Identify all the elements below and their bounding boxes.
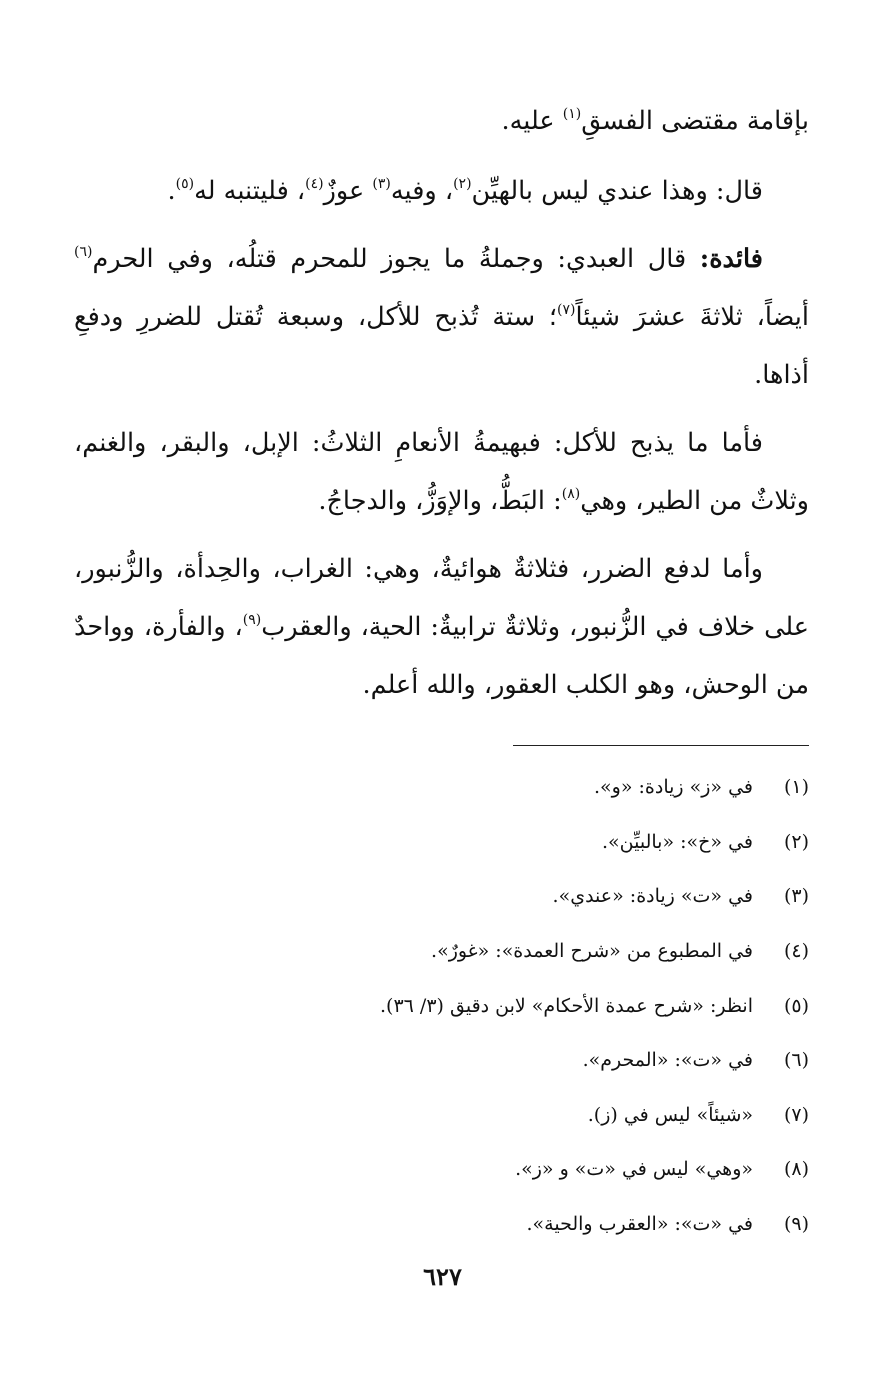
footnote-text: في «خ»: «بالبيِّن».	[602, 830, 753, 853]
footnote-text: «شيئاً» ليس في (ز).	[587, 1103, 753, 1126]
footnote-number: (٥)	[783, 994, 809, 1017]
text-run: بإقامة مقتضى الفسقِ	[581, 106, 809, 136]
footnote-item	[74, 1197, 809, 1252]
footnote-marker-9: (٩)	[242, 612, 262, 628]
footnote-separator	[513, 745, 809, 746]
paragraph-1	[74, 92, 809, 150]
footnote-number: (٤)	[783, 940, 809, 963]
footnote-number: (٧)	[783, 1103, 809, 1126]
text-run: : البَطُّ، والإوَزُّ، والدجاجُ.	[318, 486, 562, 516]
text-run: عليه.	[501, 106, 563, 136]
footnote-marker-4: (٤)	[305, 176, 324, 192]
footnote-number: (٩)	[783, 1213, 809, 1236]
heading-fa-ida: فائدة:	[699, 244, 763, 274]
footnote-text: «وهي» ليس في «ت» و «ز».	[515, 1158, 753, 1181]
text-run: قال: وهذا عندي ليس بالهيِّن	[471, 176, 763, 206]
footnote-number: (١)	[783, 776, 809, 799]
footnote-number: (٣)	[783, 885, 809, 908]
text-run: أيضاً، ثلاثةَ عشرَ شيئاً	[575, 302, 809, 332]
footnote-marker-6: (٦)	[74, 244, 93, 260]
text-run: قال العبدي: وجملةُ ما يجوز للمحرم قتلُه، وفي الحرم	[92, 244, 700, 274]
footnote-marker-1: (١)	[562, 106, 582, 122]
footnote-item	[74, 1142, 809, 1197]
footnote-number: (٦)	[783, 1049, 809, 1072]
footnote-text: في «ت»: «العقرب والحية».	[526, 1213, 753, 1236]
footnote-marker-2: (٢)	[453, 176, 472, 192]
text-run: ، وفيه	[390, 176, 454, 206]
paragraph-2	[74, 162, 809, 220]
text-run: ؛ ستة تُذبح للأكل، وسبعة تُقتل للضررِ ودفعِ أذاها.	[74, 302, 809, 390]
footnote-item	[74, 978, 809, 1033]
footnote-item	[74, 1033, 809, 1088]
footnote-item	[74, 760, 809, 815]
footnotes	[74, 760, 809, 1251]
footnote-text: في «ز» زيادة: «و».	[594, 776, 753, 799]
footnote-item	[74, 815, 809, 870]
paragraph-4	[74, 414, 809, 530]
footnote-item	[74, 1088, 809, 1143]
footnote-number: (٢)	[783, 830, 809, 853]
text-run: ، فليتنبه له	[194, 176, 306, 206]
footnote-text: في المطبوع من «شرح العمدة»: «غورٌ».	[431, 940, 753, 963]
footnote-text: انظر: «شرح عمدة الأحكام» لابن دقيق (٣/ ٣٦).	[379, 994, 753, 1017]
text-run: فأما ما يذبح للأكل: فبهيمةُ الأنعامِ الثلاثُ: الإبل، والبقر، والغنم، وثلاثٌ من الطير، وهي	[74, 428, 809, 516]
paragraph-3	[74, 230, 809, 404]
main-text	[74, 92, 809, 724]
footnote-marker-3: (٣)	[372, 176, 391, 192]
footnote-marker-8: (٨)	[561, 486, 581, 502]
footnote-marker-5: (٥)	[175, 176, 195, 192]
footnote-item	[74, 924, 809, 979]
text-run: وأما لدفع الضرر، فثلاثةٌ هوائيةٌ، وهي: الغراب، والحِدأة، والزُّنبور، على خلاف في الزُّنبور، وثلاثةٌ ترابيةٌ: الحية، والعقرب	[74, 554, 810, 642]
footnote-text: في «ت»: «المحرم».	[582, 1049, 753, 1072]
text-run: ، والفأرة، وواحدٌ من الوحش، وهو الكلب العقور، والله أعلم.	[74, 612, 809, 700]
paragraph-5	[74, 540, 809, 714]
text-run: .	[167, 176, 176, 206]
footnote-marker-7: (٧)	[557, 302, 576, 318]
footnote-item	[74, 869, 809, 924]
footnote-text: في «ت» زيادة: «عندي».	[552, 885, 753, 908]
text-run: عوزٌ	[323, 176, 373, 206]
footnote-number: (٨)	[783, 1158, 809, 1181]
page-number: ٦٢٧	[423, 1262, 462, 1291]
